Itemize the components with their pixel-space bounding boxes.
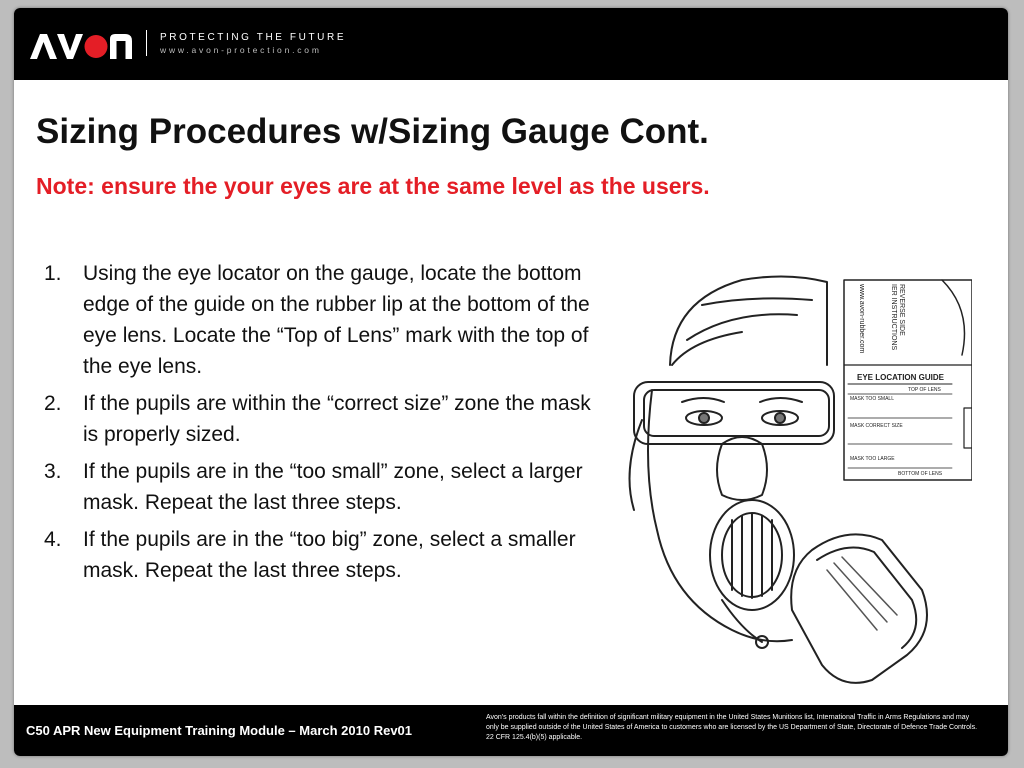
note-subtitle: Note: ensure the your eyes are at the same level as the users. (36, 173, 710, 199)
step-item (36, 524, 596, 586)
footer-module-title: C50 APR New Equipment Training Module – March 2010 Rev01 (26, 723, 413, 738)
side-strap (630, 420, 643, 510)
legal-line: 22 CFR 125.4(b)(5) applicable. (486, 734, 583, 741)
harness-strap (672, 332, 742, 365)
top-of-lens-label: TOP OF LENS (908, 387, 941, 393)
gauge-instructions-text: IER INSTRUCTIONS (890, 284, 897, 351)
step-text: If the pupils are in the “too big” zone, select a smaller mask. Repeat the last three steps. (83, 528, 576, 582)
logo-divider (146, 30, 147, 56)
header-bar (14, 8, 1008, 80)
slide (14, 8, 1008, 756)
gas-mask-sizing-illustration (612, 270, 972, 690)
left-eyebrow (682, 398, 724, 402)
step-number: 1. (44, 262, 62, 285)
tagline: PROTECTING THE FUTURE (160, 32, 347, 43)
harness-strap (702, 298, 812, 305)
mask-lens-frame (634, 382, 834, 444)
left-pupil (699, 413, 709, 423)
step-number: 2. (44, 392, 62, 415)
mask-correct-size-label: MASK CORRECT SIZE (850, 423, 903, 429)
mask-too-large-label: MASK TOO LARGE (850, 456, 895, 462)
procedure-steps (36, 258, 596, 592)
website-url: www.avon-protection.com (160, 45, 322, 55)
avon-logo (28, 28, 134, 64)
nose-cup (717, 437, 767, 500)
harness-strap (687, 314, 797, 340)
step-item (36, 456, 596, 518)
step-text: If the pupils are within the “correct size” zone the mask is properly sized. (83, 392, 591, 446)
step-item (36, 388, 596, 450)
gauge-instructions-text: REVERSE SIDE (898, 284, 905, 336)
grille-line (732, 514, 772, 598)
footer-legal-notice (486, 713, 992, 743)
bottom-of-lens-label: BOTTOM OF LENS (898, 471, 943, 477)
right-pupil (775, 413, 785, 423)
gauge-url-text: www.avon-rubber.com (858, 284, 865, 354)
page-title: Sizing Procedures w/Sizing Gauge Cont. (36, 112, 709, 151)
step-item (36, 258, 596, 382)
filter-canister (791, 534, 927, 682)
footer-bar (14, 705, 1008, 756)
step-number: 4. (44, 528, 62, 551)
step-text: If the pupils are in the “too small” zone, select a larger mask. Repeat the last three steps. (83, 460, 583, 514)
step-text: Using the eye locator on the gauge, locate the bottom edge of the guide on the rubber lip at the bottom of the eye lens. Locate the “Top of Lens” mark with the top of the eye lens. (83, 262, 590, 378)
step-number: 3. (44, 460, 62, 483)
head-harness (670, 276, 827, 365)
drink-tube (722, 600, 762, 642)
legal-line: only be supplied outside of the United States of America to customers who are licensed by the US Department of State, Directorate of Defence Trade Controls. (486, 724, 978, 731)
sizing-gauge (844, 280, 972, 480)
mask-too-small-label: MASK TOO SMALL (850, 396, 894, 402)
eye-location-guide-title: EYE LOCATION GUIDE (857, 373, 944, 382)
mask-lens-inner (644, 390, 829, 436)
right-eyebrow (760, 398, 802, 402)
legal-line: Avon's products fall within the definition of significant military equipment in the United States Munitions list, International Traffic in Arms Regulations and may (486, 714, 970, 721)
